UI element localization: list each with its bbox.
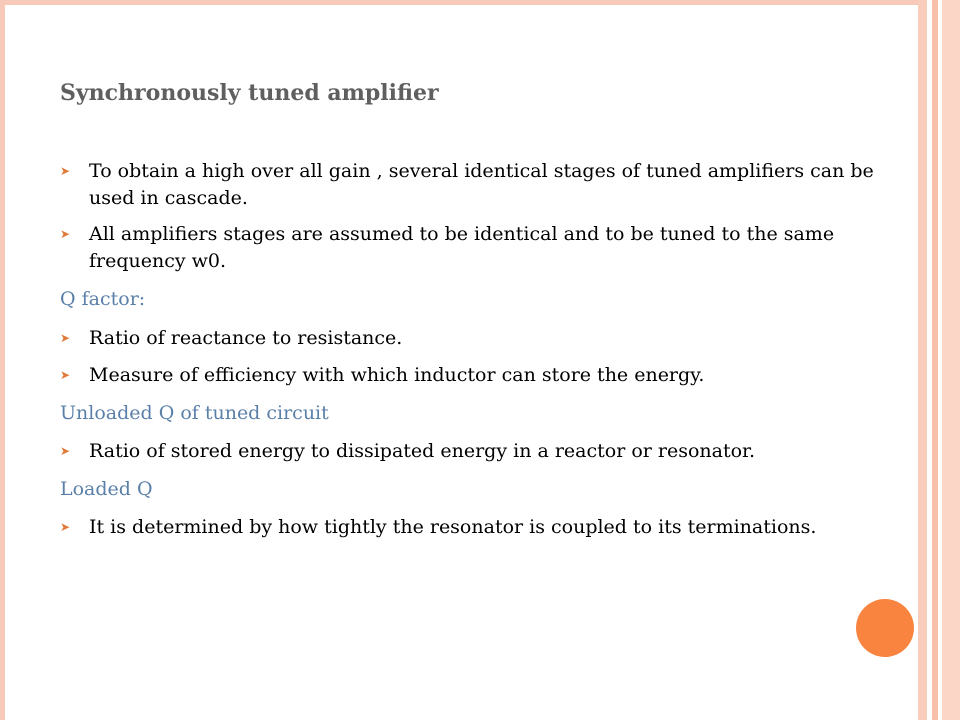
bullet-text: All amplifiers stages are assumed to be identical and to be tuned to the same frequency w0. xyxy=(89,223,835,272)
bullet-text: Ratio of stored energy to dissipated energy in a reactor or resonator. xyxy=(89,440,756,462)
section-heading: Loaded Q xyxy=(60,478,153,500)
bullet-text: It is determined by how tightly the resonator is coupled to its terminations. xyxy=(89,516,817,538)
section-heading: Q factor: xyxy=(60,288,146,310)
bullet-item xyxy=(60,325,890,352)
arrow-bullet-icon: ➤ xyxy=(60,520,71,534)
arrow-bullet-icon: ➤ xyxy=(60,227,71,241)
bullet-item xyxy=(60,221,890,275)
slide-content xyxy=(60,158,890,541)
bullet-text: Ratio of reactance to resistance. xyxy=(89,327,403,349)
section-heading: Unloaded Q of tuned circuit xyxy=(60,402,329,424)
orange-circle-decoration xyxy=(856,599,914,657)
arrow-bullet-icon: ➤ xyxy=(60,331,71,345)
arrow-bullet-icon: ➤ xyxy=(60,368,71,382)
bullet-item xyxy=(60,438,890,465)
slide-title: Synchronously tuned amplifier xyxy=(60,80,439,106)
bullet-item xyxy=(60,158,890,212)
arrow-bullet-icon: ➤ xyxy=(60,164,71,178)
arrow-bullet-icon: ➤ xyxy=(60,444,71,458)
bullet-item xyxy=(60,362,890,389)
bullet-item xyxy=(60,514,890,541)
bullet-text: To obtain a high over all gain , several identical stages of tuned amplifiers can be used in cascade. xyxy=(89,160,874,209)
right-border-stripes xyxy=(918,0,960,720)
bullet-text: Measure of efficiency with which inductor can store the energy. xyxy=(89,364,705,386)
